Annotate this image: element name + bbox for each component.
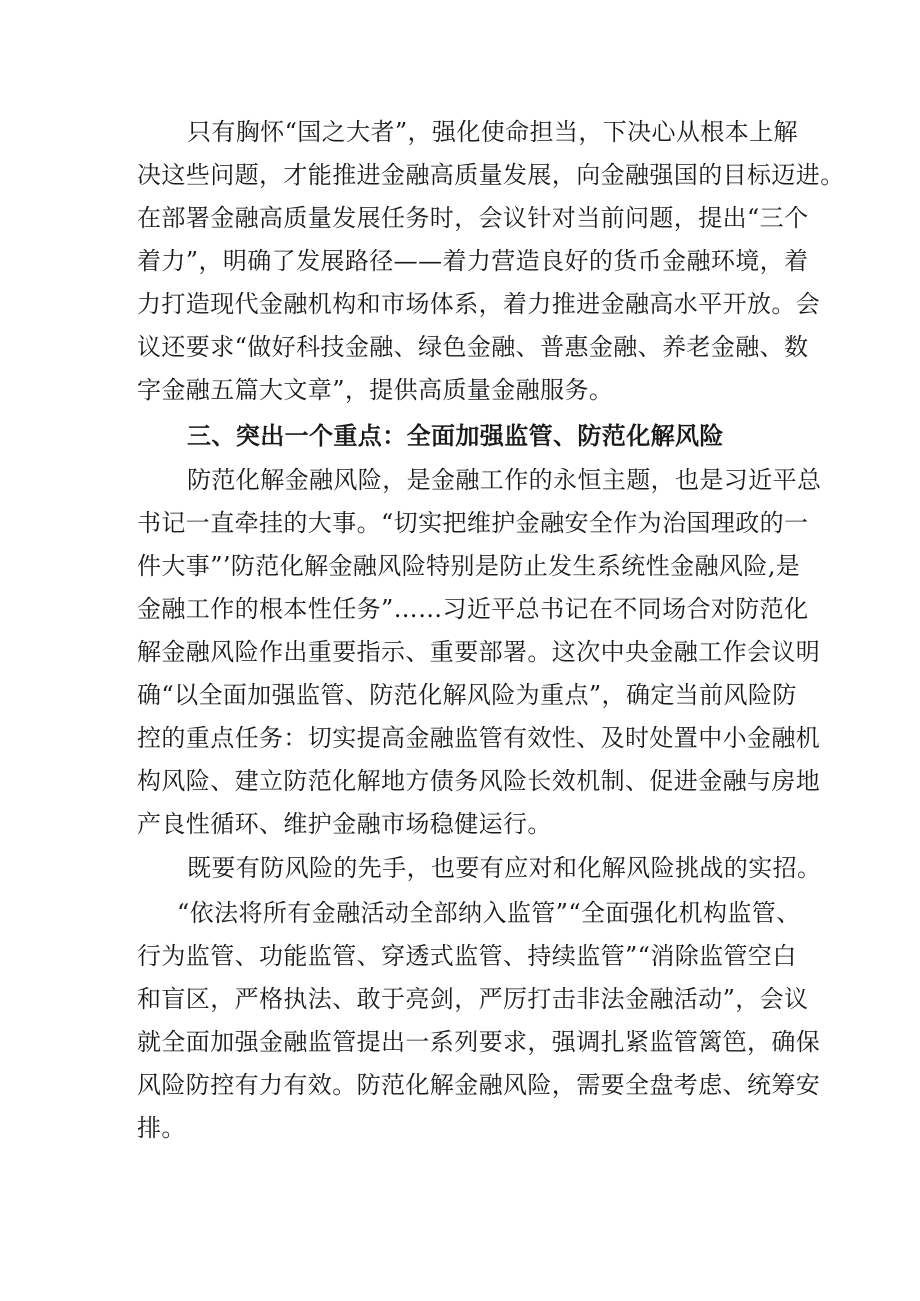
paragraph-line: 着力”，明确了发展路径——着力营造良好的货币金融环境，着 [137, 247, 809, 275]
paragraph-line: 书记一直牵挂的大事。“切实把维护金融安全作为治国理政的一 [137, 509, 809, 537]
paragraph-line: 控的重点任务：切实提高金融监管有效性、及时处置中小金融机 [137, 724, 821, 752]
paragraph-line: 金融工作的根本性任务”……习近平总书记在不同场合对防范化 [137, 595, 809, 623]
paragraph-line: 只有胸怀“国之大者”，强化使命担当，下决心从根本上解 [187, 118, 798, 146]
paragraph-line: “依法将所有金融活动全部纳入监管”“全面强化机构监管、 [177, 899, 801, 927]
paragraph-line: 防范化解金融风险，是金融工作的永恒主题，也是习近平总 [187, 466, 822, 494]
paragraph-line: 议还要求“做好科技金融、绿色金融、普惠金融、养老金融、数 [137, 333, 809, 361]
paragraph-line: 力打造现代金融机构和市场体系，着力推进金融高水平开放。会 [137, 290, 821, 318]
paragraph-line: 件大事”’防范化解金融风险特别是防止发生系统性金融风险,是 [137, 552, 801, 580]
paragraph-line: 产良性循环、维护金融市场稳健运行。 [137, 810, 552, 838]
paragraph-line: 决这些问题，才能推进金融高质量发展，向金融强国的目标迈进。 [137, 161, 845, 189]
paragraph-line: 和盲区，严格执法、敢于亮剑，严厉打击非法金融活动”，会议 [137, 985, 809, 1013]
paragraph-line: 排。 [137, 1114, 186, 1142]
paragraph-line: 风险防控有力有效。防范化解金融风险，需要全盘考虑、统筹安 [137, 1071, 821, 1099]
paragraph-line: 字金融五篇大文章”，提供高质量金融服务。 [137, 376, 614, 404]
paragraph-line: 解金融风险作出重要指示、重要部署。这次中央金融工作会议明 [137, 638, 821, 666]
paragraph-line: 构风险、建立防范化解地方债务风险长效机制、促进金融与房地 [137, 767, 821, 795]
paragraph-line: 行为监管、功能监管、穿透式监管、持续监管”“消除监管空白 [137, 942, 797, 970]
paragraph-line: 既要有防风险的先手，也要有应对和化解风险挑战的实招。 [187, 854, 822, 882]
section-heading: 三、突出一个重点：全面加强监管、防范化解风险 [187, 422, 724, 450]
paragraph-line: 确“以全面加强监管、防范化解风险为重点”，确定当前风险防 [137, 681, 797, 709]
paragraph-line: 在部署金融高质量发展任务时，会议针对当前问题，提出“三个 [137, 204, 809, 232]
paragraph-line: 就全面加强金融监管提出一系列要求，强调扎紧监管篱笆，确保 [137, 1028, 821, 1056]
